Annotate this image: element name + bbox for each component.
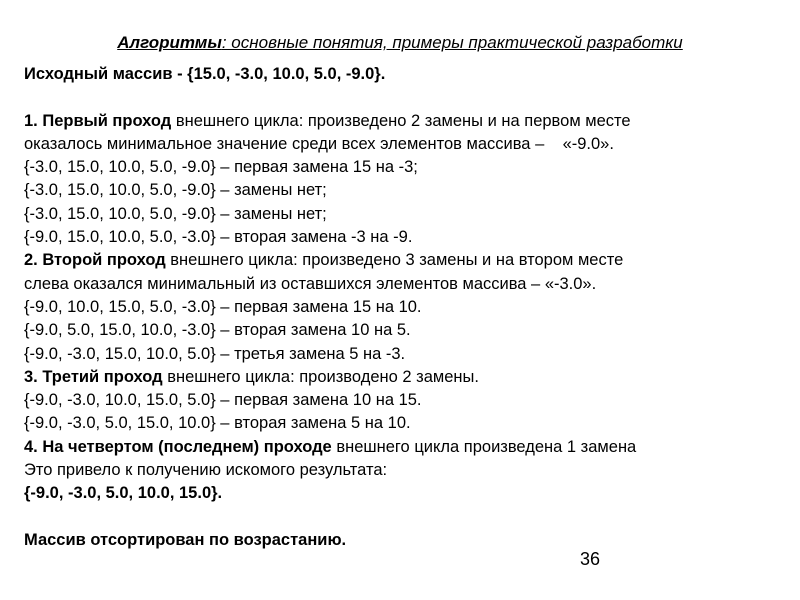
pass1-cont: оказалось минимальное значение среди всех элементов массива – «-9.0».: [24, 134, 614, 153]
pass2-step: {-9.0, 10.0, 15.0, 5.0, -3.0} – первая замена 15 на 10.: [24, 297, 422, 316]
slide-title: [0, 33, 800, 53]
slide-content: [24, 63, 784, 552]
pass2-cont: слева оказался минимальный из оставшихся элементов массива – «-3.0».: [24, 274, 597, 293]
pass3-step: {-9.0, -3.0, 5.0, 15.0, 10.0} – вторая замена 5 на 10.: [24, 414, 411, 433]
pass4-head-bold: 4. На четвертом (последнем) проходе: [24, 437, 332, 456]
pass1-step: {-9.0, 15.0, 10.0, 5.0, -3.0} – вторая замена -3 на -9.: [24, 228, 413, 247]
pass1-step: {-3.0, 15.0, 10.0, 5.0, -9.0} – замены нет;: [24, 181, 327, 200]
conclusion: Массив отсортирован по возрастанию.: [24, 530, 347, 549]
pass3-head-bold: 3. Третий проход: [24, 367, 163, 386]
blank-line: [24, 86, 784, 109]
pass3-step: {-9.0, -3.0, 10.0, 15.0, 5.0} – первая замена 10 на 15.: [24, 391, 422, 410]
page-number: 36: [580, 549, 601, 569]
pass3-heading: [24, 366, 784, 389]
blank-line: [24, 506, 784, 529]
pass4-cont: Это привело к получению искомого результата:: [24, 461, 388, 480]
title-rest: : основные понятия, примеры практической разработки: [221, 33, 683, 52]
sorted-result: {-9.0, -3.0, 5.0, 10.0, 15.0}.: [24, 484, 223, 503]
pass1-head-bold: 1. Первый проход: [24, 111, 172, 130]
pass1-heading: [24, 110, 784, 133]
pass2-step: {-9.0, 5.0, 15.0, 10.0, -3.0} – вторая замена 10 на 5.: [24, 321, 411, 340]
pass4-head-rest: внешнего цикла произведена 1 замена: [331, 437, 637, 456]
pass2-heading: [24, 249, 784, 272]
pass1-step: {-3.0, 15.0, 10.0, 5.0, -9.0} – первая замена 15 на -3;: [24, 158, 418, 177]
pass4-heading: [24, 436, 784, 459]
pass2-head-bold: 2. Второй проход: [24, 251, 166, 270]
source-array: Исходный массив - {15.0, -3.0, 10.0, 5.0, -9.0}.: [24, 65, 386, 83]
pass2-step: {-9.0, -3.0, 15.0, 10.0, 5.0} – третья замена 5 на -3.: [24, 344, 406, 363]
pass1-head-rest: внешнего цикла: произведено 2 замены и на первом месте: [171, 111, 631, 130]
pass2-head-rest: внешнего цикла: произведено 3 замены и на втором месте: [165, 251, 624, 270]
pass3-head-rest: внешнего цикла: производено 2 замены.: [162, 367, 479, 386]
title-bold: Алгоритмы: [117, 33, 222, 52]
pass1-step: {-3.0, 15.0, 10.0, 5.0, -9.0} – замены нет;: [24, 204, 327, 223]
